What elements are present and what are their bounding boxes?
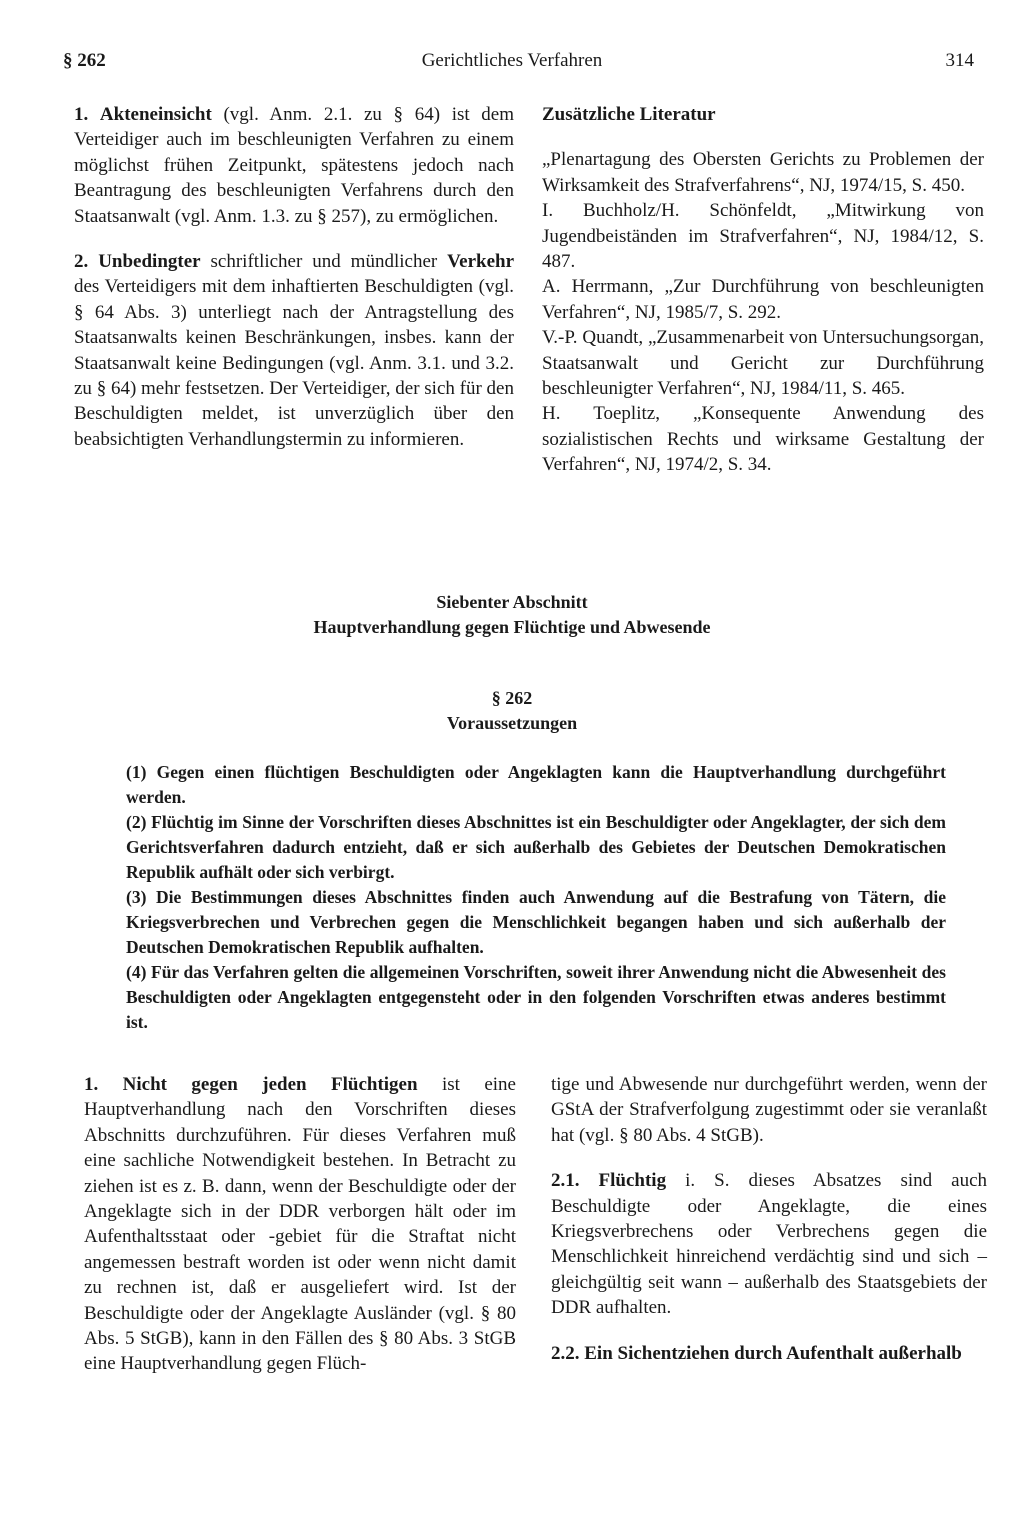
literature-item: „Plenartagung des Obersten Gerichts zu Problemen der Wirksamkeit des Strafverfahrens“, NJ, 1974/15, S. 450. (542, 149, 984, 196)
paragraph-number: 1. (84, 1074, 99, 1095)
literature-item: A. Herrmann, „Zur Durchführung von beschleunigten Verfahren“, NJ, 1985/7, S. 292. (542, 276, 984, 323)
keyword: Flüchtig (598, 1170, 667, 1192)
section-number: Siebenter Abschnitt (436, 592, 588, 612)
paragraph-number: 2. (74, 251, 89, 273)
commentary-paragraph-continued: tige und Abwesende nur durchgeführt werden, wenn der GStA der Strafverfolgung zugestimmt oder sie veranlaßt hat (vgl. § 80 Abs. 4 StGB). (551, 1074, 987, 1146)
commentary-paragraph-2-2 (551, 1341, 987, 1366)
keyword: Nicht gegen jeden Flüchtigen (122, 1074, 418, 1095)
law-clause-1: (1) Gegen einen flüchtigen Beschuldigten oder Angeklagten kann die Hauptverhandlung durchgeführt werden. (126, 762, 946, 807)
paragraph-number: 2.1. (551, 1170, 580, 1192)
commentary-column-bottom-left (84, 1072, 516, 1397)
paragraph-number: 1. (74, 104, 89, 125)
paragraph-number: 2.2. (551, 1342, 580, 1364)
law-text (126, 760, 946, 1035)
paragraph-text: ist eine Hauptverhandlung nach den Vorschriften dieses Abschnitts durchzuführen. Für dieses Verfahren muß eine sachliche Notwendigkeit bestehen. In Betracht zu ziehen ist es z. B. dann, wenn der Beschuldigte oder der Angeklagte sich in der DDR verborgen hält oder im Aufenthaltsstaat oder -gebiet für die Straftat nicht angemessen bestraft worden ist oder wenn nicht damit zu rechnen ist, daß er ausgeliefert wird. Ist der Beschuldigte oder der Angeklagte Ausländer (vgl. § 80 Abs. 5 StGB), kann in den Fällen des § 80 Abs. 3 StGB eine Hauptverhandlung gegen Flüch- (84, 1074, 516, 1375)
page-number: 314 (945, 50, 974, 71)
paragraph-title: Voraussetzungen (446, 713, 578, 733)
law-clause-4: (4) Für das Verfahren gelten die allgemeinen Vorschriften, soweit ihrer Anwendung nicht die Abwesenheit des Beschuldigten oder Angeklagten entgegensteht oder in den folgenden Vorschriften etwas anderes bestimmt ist. (126, 962, 946, 1032)
commentary-paragraph-2-1 (551, 1168, 987, 1320)
commentary-paragraph-1 (74, 102, 514, 229)
section-heading (0, 590, 1024, 640)
keyword: Ein Sichentziehen durch Aufenthalt außerhalb (584, 1342, 962, 1364)
paragraph-text: i. S. dieses Absatzes sind auch Beschuldigte oder Angeklagte, die eines Kriegsverbrechens oder Verbrechens gegen die Menschlichkeit hinreichend verdächtig sind und sich – gleichgültig seit wann – außerhalb des Staatsgebiets der DDR aufhalten. (551, 1170, 988, 1319)
law-clause-2: (2) Flüchtig im Sinne der Vorschriften dieses Abschnittes ist ein Beschuldigter oder Angeklagter, der sich dem Gerichtsverfahren dadurch entzieht, daß er sich außerhalb des Gebietes der Deutschen Demokratischen Republik aufhält oder sich verbirgt. (126, 812, 946, 882)
header-section-number: § 262 (63, 50, 106, 71)
literature-title: Zusätzliche Literatur (542, 104, 716, 125)
keyword: Verkehr (447, 251, 514, 273)
commentary-column-top-left (74, 102, 514, 472)
header-title: Gerichtliches Verfahren (421, 50, 603, 71)
commentary-paragraph-3 (84, 1072, 516, 1377)
commentary-paragraph-2 (74, 249, 514, 452)
literature-column (542, 102, 984, 478)
paragraph-text: schriftlicher und mündlicher (200, 251, 448, 273)
paragraph-text: (vgl. Anm. 2.1. zu § 64) ist dem Verteidiger auch im beschleunigten Verfahren zu einem möglichst frühen Zeitpunkt, spätestens jedoch nach Beantragung des beschleunigten Verfahrens durch den Staatsanwalt (vgl. Anm. 1.3. zu § 257), zu ermöglichen. (74, 104, 515, 227)
section-title: Hauptverhandlung gegen Flüchtige und Abwesende (313, 617, 711, 637)
paragraph-heading (0, 686, 1024, 736)
literature-item: V.-P. Quandt, „Zusammenarbeit von Untersuchungsorgan, Staatsanwalt und Gericht zur Durchführung beschleunigter Verfahren“, NJ, 1984/11, S. 465. (542, 327, 984, 400)
law-clause-3: (3) Die Bestimmungen dieses Abschnittes finden auch Anwendung auf die Bestrafung von Tätern, die Kriegsverbrechen und Verbrechen gegen die Menschlichkeit begangen haben und sich außerhalb der Deutschen Demokratischen Republik aufhalten. (126, 887, 946, 957)
literature-item: H. Toeplitz, „Konsequente Anwendung des sozialistischen Rechts und wirksame Gestaltung der Verfahren“, NJ, 1974/2, S. 34. (542, 403, 984, 476)
paragraph-text: des Verteidigers mit dem inhaftierten Beschuldigten (vgl. § 64 Abs. 3) unterliegt nach der Antragstellung des Staatsanwalts keinen Beschränkungen, insbes. kann der Staatsanwalt keine Bedingungen (vgl. Anm. 3.1. und 3.2. zu § 64) mehr festsetzen. Der Verteidiger, der sich für den Beschuldigten meldet, ist unverzüglich über den beabsichtigten Verhandlungstermin zu informieren. (74, 276, 514, 450)
commentary-column-bottom-right (551, 1072, 987, 1386)
keyword: Unbedingter (98, 251, 201, 273)
literature-item: I. Buchholz/H. Schönfeldt, „Mitwirkung von Jugendbeiständen im Strafverfahren“, NJ, 1984/12, S. 487. (542, 200, 984, 273)
keyword: Akteneinsicht (99, 104, 212, 125)
paragraph-number-heading: § 262 (491, 688, 533, 708)
